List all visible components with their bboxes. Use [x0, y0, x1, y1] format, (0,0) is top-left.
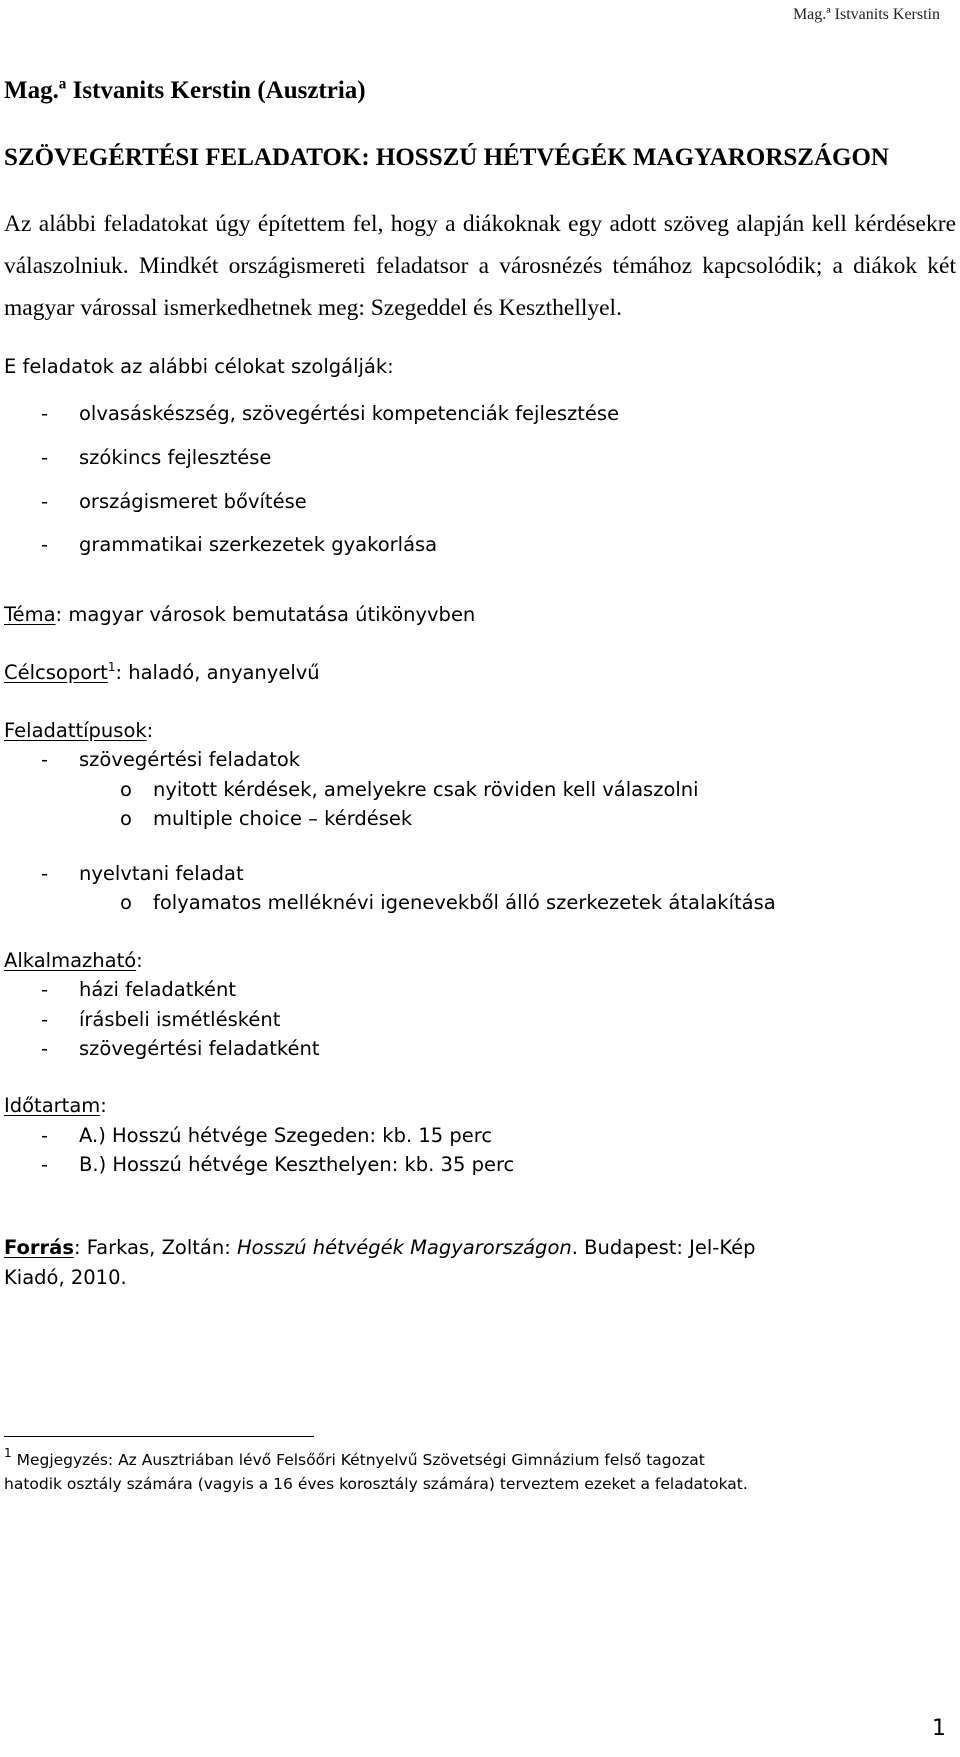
source-label: Forrás — [4, 1236, 74, 1259]
list-bullet: - — [41, 533, 49, 556]
goal-item: országismeret bővítése — [79, 490, 307, 513]
goal-item: szókincs fejlesztése — [79, 446, 272, 469]
applicable-item: írásbeli ismétlésként — [79, 1008, 281, 1031]
source-book-title: Hosszú hétvégék Magyarországon — [237, 1236, 572, 1259]
intro-paragraph: Az alábbi feladatokat úgy építettem fel, hogy a diákoknak egy adott szöveg alapján kell kérdésekre válaszolniuk. Mindkét országismereti feladatsor a városnézés témához kapcsolódik; a diákok két magyar várossal ismerkedhetnek meg: Szegeddel és Keszthellyel. — [4, 211, 956, 321]
footnote-separator — [4, 1436, 314, 1437]
author-line: Mag.ª Istvanits Kerstin (Ausztria) — [4, 77, 366, 104]
duration-heading: Időtartam: — [4, 1094, 107, 1117]
task-type-subitem: nyitott kérdések, amelyekre csak röviden kell válaszolni — [153, 778, 699, 801]
goals-intro: E feladatok az alábbi célokat szolgálják: — [4, 355, 394, 378]
footnote-text: Megjegyzés: Az Ausztriában lévő Felsőőri Kétnyelvű Szövetségi Gimnázium felső tagozat — [16, 1451, 705, 1469]
target-group-line: Célcsoport$^1$: haladó, anyanyelvű — [4, 660, 320, 684]
sub-bullet: o — [120, 891, 132, 914]
footnote-line-2: hatodik osztály számára (vagyis a 16 éves korosztály számára) terveztem ezeket a feladatokat. — [4, 1475, 748, 1493]
target-group-label: Célcsoport — [4, 661, 108, 684]
applicable-item: szövegértési feladatként — [79, 1037, 320, 1060]
applicable-heading: Alkalmazható: — [4, 949, 143, 972]
task-type-subitem: multiple choice – kérdések — [153, 807, 413, 830]
list-bullet: - — [41, 862, 49, 885]
list-bullet: - — [41, 446, 49, 469]
applicable-item: házi feladatként — [79, 978, 236, 1001]
sub-bullet: o — [120, 778, 132, 801]
list-bullet: - — [41, 1008, 49, 1031]
document-title: SZÖVEGÉRTÉSI FELADATOK: HOSSZÚ HÉTVÉGÉK MAGYARORSZÁGON — [4, 144, 889, 171]
task-types-heading: Feladattípusok: — [4, 719, 154, 742]
goal-item: olvasáskészség, szövegértési kompetenciák fejlesztése — [79, 402, 620, 425]
list-bullet: - — [41, 1124, 49, 1147]
list-bullet: - — [41, 490, 49, 513]
task-types-label: Feladattípusok — [4, 719, 147, 742]
task-type-item: nyelvtani feladat — [79, 862, 244, 885]
source-line-2: Kiadó, 2010. — [4, 1266, 127, 1289]
topic-label: Téma — [4, 603, 56, 626]
list-bullet: - — [41, 748, 49, 771]
goal-item: grammatikai szerkezetek gyakorlása — [79, 533, 438, 556]
list-bullet: - — [41, 978, 49, 1001]
source-publisher: . Budapest: Jel-Kép — [571, 1236, 756, 1259]
list-bullet: - — [41, 1153, 49, 1176]
duration-label: Időtartam — [4, 1094, 101, 1117]
task-type-subitem: folyamatos melléknévi igenevekből álló szerkezetek átalakítása — [153, 891, 776, 914]
target-group-value: haladó, anyanyelvű — [128, 661, 320, 684]
sub-bullet: o — [120, 807, 132, 830]
topic-line: Téma: magyar városok bemutatása útikönyvben — [4, 603, 476, 626]
footnote-ref[interactable]: 1 — [107, 660, 116, 674]
task-type-item: szövegértési feladatok — [79, 748, 301, 771]
footnote-mark: 1 — [4, 1446, 12, 1460]
list-bullet: - — [41, 1037, 49, 1060]
source-author: Farkas, Zoltán: — [86, 1236, 237, 1259]
applicable-label: Alkalmazható — [4, 949, 137, 972]
source-line: Forrás: Farkas, Zoltán: Hosszú hétvégék Magyarországon. Budapest: Jel-Kép — [4, 1236, 756, 1259]
duration-item: B.) Hosszú hétvége Keszthelyen: kb. 35 perc — [79, 1153, 515, 1176]
topic-value: magyar városok bemutatása útikönyvben — [68, 603, 476, 626]
page-number: 1 — [932, 1716, 946, 1741]
footnote-line-1 — [4, 1446, 705, 1469]
duration-item: A.) Hosszú hétvége Szegeden: kb. 15 perc — [79, 1124, 493, 1147]
running-header: Mag.ª Istvanits Kerstin — [792, 6, 940, 23]
list-bullet: - — [41, 402, 49, 425]
